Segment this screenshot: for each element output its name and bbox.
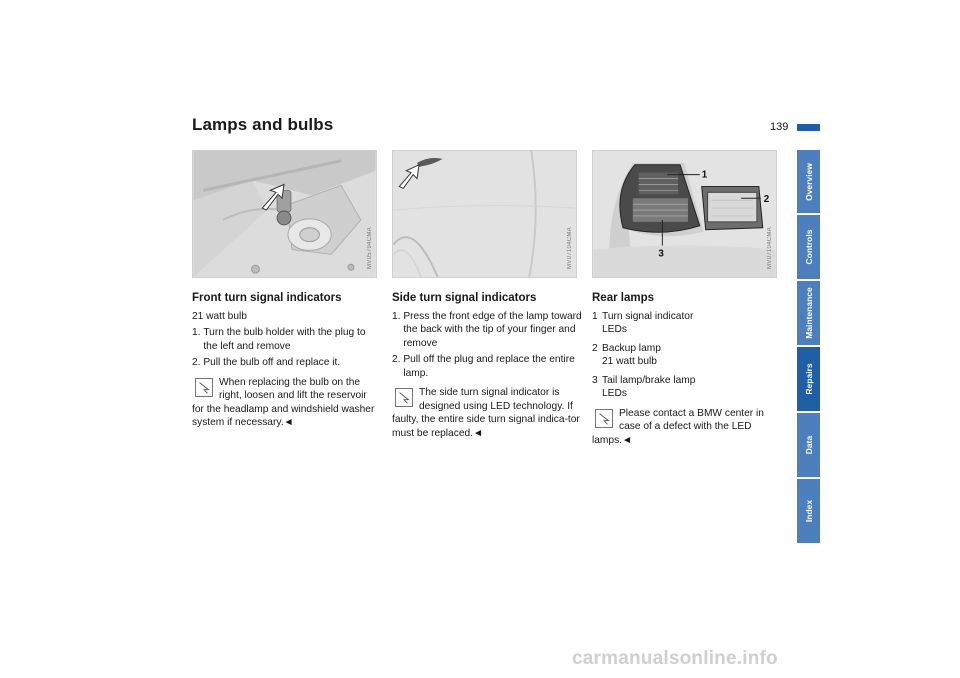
list-item: 1. Turn the bulb holder with the plug to the left and remove — [192, 327, 366, 352]
note-block — [392, 386, 582, 440]
note-text: Please contact a BMW center in case of a defect with the LED — [619, 407, 764, 432]
note-text-continued: lamps. — [592, 434, 623, 446]
watermark: carmanualsonline.info — [572, 648, 778, 669]
list-item: 1 Turn signal indicator LEDs — [592, 310, 694, 335]
photo-front-turn-signal — [192, 150, 377, 278]
callout-2: 2 — [763, 194, 770, 206]
note-icon — [195, 378, 213, 397]
list-item: 3 Tail lamp/brake lamp LEDs — [592, 374, 696, 399]
photo-rear-lamps — [592, 150, 777, 278]
end-marker: ◄ — [283, 417, 294, 428]
page-title: Lamps and bulbs — [192, 115, 334, 134]
section-heading: Rear lamps — [592, 292, 655, 304]
rear-lamp-illustration — [593, 151, 776, 277]
tab-maintenance[interactable]: Maintenance — [797, 281, 820, 345]
section-front-turn-signals — [192, 292, 382, 430]
note-text: The side turn signal indicator is designed using LED technology. If — [419, 387, 573, 412]
tab-overview[interactable]: Overview — [797, 150, 820, 213]
photo-side-turn-signal — [392, 150, 577, 278]
page-number: 139 — [770, 121, 789, 133]
note-text-continued: for the headlamp and windshield washer system if necessary. — [192, 403, 375, 428]
section-heading: Front turn signal indicators — [192, 292, 342, 304]
list-item: 2. Pull the bulb off and replace it. — [192, 357, 341, 368]
tab-index[interactable]: Index — [797, 479, 820, 543]
note-text: When replacing the bulb on the right, loosen and lift the reservoir — [219, 376, 367, 401]
section-heading: Side turn signal indicators — [392, 292, 537, 304]
engine-bay-illustration — [193, 151, 376, 277]
note-block — [592, 407, 782, 448]
list-item: 1. Press the front edge of the lamp toward the back with the tip of your finger and remove — [392, 310, 582, 349]
intro-text: 21 watt bulb — [192, 310, 247, 322]
image-code: MV05794CMA — [367, 226, 373, 269]
list-item: 2 Backup lamp 21 watt bulb — [592, 342, 661, 367]
car-side-illustration — [393, 151, 576, 277]
end-marker: ◄ — [472, 427, 484, 439]
image-code: MV07104CMA — [767, 226, 773, 269]
image-code: MV07104CMA — [567, 226, 573, 269]
note-icon — [395, 388, 413, 407]
tab-data[interactable]: Data — [797, 413, 820, 477]
list-item: 2. Pull off the plug and replace the entire lamp. — [392, 354, 575, 379]
section-rear-lamps — [592, 292, 782, 447]
page-number-bar — [797, 124, 820, 131]
note-block — [192, 376, 382, 430]
tab-controls[interactable]: Controls — [797, 215, 820, 279]
note-text-continued: faulty, the entire side turn signal indica-tor must be replaced. — [392, 414, 580, 439]
end-marker: ◄ — [622, 434, 633, 446]
section-side-turn-signals — [392, 292, 582, 440]
callout-3: 3 — [658, 248, 664, 260]
tab-repairs[interactable]: Repairs — [797, 347, 820, 411]
callout-1: 1 — [701, 169, 708, 181]
note-icon — [595, 409, 613, 428]
